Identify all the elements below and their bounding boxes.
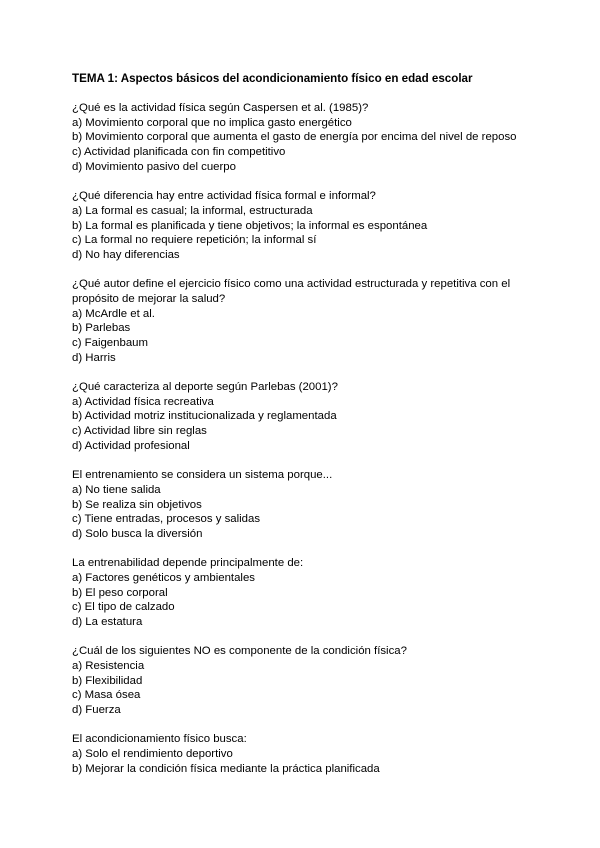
answer-option: a) Resistencia — [72, 660, 145, 673]
question-stem: ¿Qué diferencia hay entre actividad física formal e informal? — [72, 190, 376, 203]
answer-option: b) Actividad motriz institucionalizada y reglamentada — [72, 410, 337, 423]
answer-option: a) Factores genéticos y ambientales — [72, 571, 255, 584]
answer-option: a) No tiene salida — [72, 483, 161, 496]
question-stem: El entrenamiento se considera un sistema porque... — [72, 469, 333, 482]
answer-option: d) Harris — [72, 351, 116, 364]
question-7 — [72, 644, 560, 718]
question-1 — [72, 101, 560, 175]
question-4 — [72, 380, 560, 454]
answer-option: b) El peso corporal — [72, 586, 168, 599]
answer-option: a) McArdle et al. — [72, 307, 155, 320]
question-stem: El acondicionamiento físico busca: — [72, 733, 247, 746]
question-3 — [72, 277, 560, 365]
question-5 — [72, 468, 560, 542]
answer-option: b) Parlebas — [72, 322, 131, 335]
answer-option: d) Movimiento pasivo del cuerpo — [72, 160, 236, 173]
answer-option: b) Flexibilidad — [72, 674, 143, 687]
answer-option: d) Fuerza — [72, 704, 121, 717]
answer-option: a) Actividad física recreativa — [72, 395, 214, 408]
answer-option: d) Actividad profesional — [72, 439, 190, 452]
answer-option: d) Solo busca la diversión — [72, 527, 203, 540]
question-2 — [72, 189, 560, 263]
question-stem: ¿Cuál de los siguientes NO es componente de la condición física? — [72, 645, 407, 658]
answer-option: d) No hay diferencias — [72, 248, 180, 261]
answer-option: b) Mejorar la condición física mediante la práctica planificada — [72, 762, 380, 775]
answer-option: c) Tiene entradas, procesos y salidas — [72, 513, 261, 526]
document-title: TEMA 1: Aspectos básicos del acondicionamiento físico en edad escolar — [72, 72, 473, 85]
answer-option: b) Movimiento corporal que aumenta el gasto de energía por encima del nivel de reposo — [72, 131, 517, 144]
question-stem: ¿Qué caracteriza al deporte según Parlebas (2001)? — [72, 381, 338, 394]
answer-option: c) La formal no requiere repetición; la informal sí — [72, 234, 317, 247]
answer-option: b) La formal es planificada y tiene objetivos; la informal es espontánea — [72, 219, 428, 232]
question-stem: La entrenabilidad depende principalmente de: — [72, 557, 304, 570]
answer-option: c) El tipo de calzado — [72, 601, 175, 614]
answer-option: c) Actividad planificada con fin competitivo — [72, 146, 286, 159]
answer-option: d) La estatura — [72, 616, 143, 629]
answer-option: c) Faigenbaum — [72, 337, 148, 350]
answer-option: a) La formal es casual; la informal, estructurada — [72, 204, 313, 217]
answer-option: a) Movimiento corporal que no implica gasto energético — [72, 116, 352, 129]
question-stem: ¿Qué es la actividad física según Caspersen et al. (1985)? — [72, 102, 369, 114]
answer-option: c) Actividad libre sin reglas — [72, 425, 207, 438]
question-stem: ¿Qué autor define el ejercicio físico como una actividad estructurada y repetitiva con el propósito de mejorar la salud? — [72, 278, 511, 305]
answer-option: a) Solo el rendimiento deportivo — [72, 748, 233, 761]
question-8 — [72, 732, 560, 776]
answer-option: c) Masa ósea — [72, 689, 141, 702]
answer-option: b) Se realiza sin objetivos — [72, 498, 202, 511]
question-6 — [72, 556, 560, 630]
